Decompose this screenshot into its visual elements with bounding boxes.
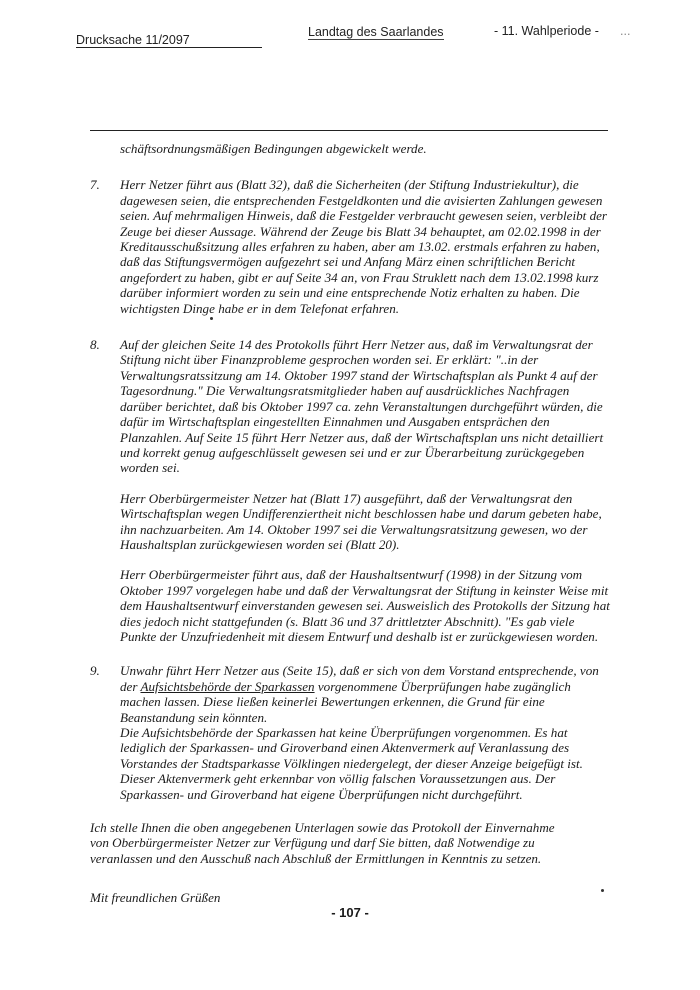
page-number: - 107 - — [331, 905, 369, 920]
item-paragraph: Herr Oberbürgermeister führt aus, daß der Haushaltsentwurf (1998) in der Sitzung vom Oktober 1997 vorgelegen habe und daß der Verwaltungsrat der Stiftung in keinster Weise mit dem Haushaltsentwurf einverstanden gewesen sei. Ausweislich des Protokolls der Sitzung hat dies jedoch nicht stattgefunden (s. Blatt 36 und 37 drittletzter Abschnitt). "Es gab viele Punkte der Unzufriedenheit mit diesem Entwurf und deshalb ist er zurückgewiesen worden. — [120, 567, 610, 644]
parliament-name: Landtag des Saarlandes — [308, 25, 444, 39]
item-number: 8. — [90, 337, 100, 353]
legislative-period: - 11. Wahlperiode - — [494, 24, 599, 38]
item-paragraph: Auf der gleichen Seite 14 des Protokolls führt Herr Netzer aus, daß im Verwaltungsrat der Stiftung nicht über Finanzprobleme gesprochen worden sei. Er erklärt: "..in der Verwaltungsratssitzung am 14. Oktober 1997 stand der Wirtschaftsplan als Punkt 4 auf der Tagesordnung." Die Verwaltungsratsmitglieder haben auf ausdrückliches Nachfragen darüber berichtet, daß bis Oktober 1997 ca. zehn Veranstaltungen durchgeführt würden, die dafür im Wirtschaftsplan eingestellten Einnahmen und Ausgaben entsprächen den Planzahlen. Auf Seite 15 führt Herr Netzer aus, daß der Wirtschaftsplan uns nicht detailliert und korrekt genug aufgeschlüsselt gewesen sei und er zur Überarbeitung zurückgegeben worden sei. — [120, 337, 604, 476]
scan-speck — [601, 889, 604, 892]
header-rule — [90, 130, 608, 131]
document-number: Drucksache 11/2097 — [76, 33, 262, 48]
list-item-8 — [90, 337, 610, 644]
item-number: 7. — [90, 177, 100, 193]
underlined-phrase: Aufsichtsbehörde der Sparkassen — [140, 678, 315, 694]
item-paragraph: Herr Oberbürgermeister Netzer hat (Blatt 17) ausgeführt, daß der Verwaltungsrat den Wirtschaftsplan wegen Undifferenziertheit nicht beschlossen habe und darum gebeten habe, ihn nachzuarbeiten. Am 14. Oktober 1997 sei die Verwaltungsratsitzung gewesen, wo der Haushaltsplan zurückgewiesen worden sei (Blatt 20). — [120, 490, 602, 552]
continuation-line: schäftsordnungsmäßigen Bedingungen abgewickelt werde. — [120, 141, 427, 156]
scan-speck — [210, 317, 213, 320]
list-item-7 — [90, 177, 610, 316]
document-body — [90, 141, 610, 906]
item-paragraph: Die Aufsichtsbehörde der Sparkassen hat keine Überprüfungen vorgenommen. Es hat lediglich der Sparkassen- und Giroverband einen Aktenvermerk auf Veranlassung des Vorstandes der Stadtsparkasse Völklingen niedergelegt, der dieser Anzeige beigefügt ist. Dieser Aktenvermerk geht erkennbar von völlig falschen Voraussetzungen aus. Der Sparkassen- und Giroverband hat eigene Überprüfungen nicht durchgeführt. — [120, 725, 583, 802]
item-paragraph: Herr Netzer führt aus (Blatt 32), daß die Sicherheiten (der Stiftung Industriekultur), die dagewesen seien, die entsprechenden Festgeldkonten und die avisierten Zahlungen gewesen seien. Auf mehrmaligen Hinweis, daß die Festgelder verbraucht gewesen seien, verbleibt der Zeuge bei dieser Aussage. Während der Zeuge bis Blatt 34 behauptet, am 02.02.1998 in der Kreditausschußsitzung alles erfahren zu haben, aber am 13.02. erstmals erfahren zu haben, daß das Stiftungsvermögen aufgezehrt sei und Anfang März einen schriftlichen Bericht angefordert zu haben, gibt er auf Seite 34 an, von Frau Struklett nach dem 13.02.1998 kurz darüber informiert worden zu sein und eine entsprechende Notiz erhalten zu haben. Die wichtigsten Dinge habe er in dem Telefonat erfahren. — [120, 177, 608, 316]
closing-paragraph: Ich stelle Ihnen die oben angegebenen Unterlagen sowie das Protokoll der Einvernahme von Oberbürgermeister Netzer zur Verfügung und darf Sie bitten, daß Notwendige zu veranlassen und den Ausschuß nach Abschluß der Ermittlungen in Kenntnis zu setzen. — [90, 820, 555, 866]
header-trailing-marks: ... — [620, 24, 631, 38]
list-item-9 — [90, 663, 610, 802]
greeting: Mit freundlichen Grüßen — [90, 890, 221, 906]
item-paragraph: Unwahr führt Herr Netzer aus (Seite 15), daß er sich von dem Vorstand entsprechende, von der Aufsichtsbehörde der Sparkassen vorgenommene Überprüfungen habe zugänglich machen lassen. Diese ließen keinerlei Bewertungen erkennen, die Grund für eine Beanstandung sein könnten. — [120, 663, 599, 725]
item-number: 9. — [90, 663, 100, 679]
